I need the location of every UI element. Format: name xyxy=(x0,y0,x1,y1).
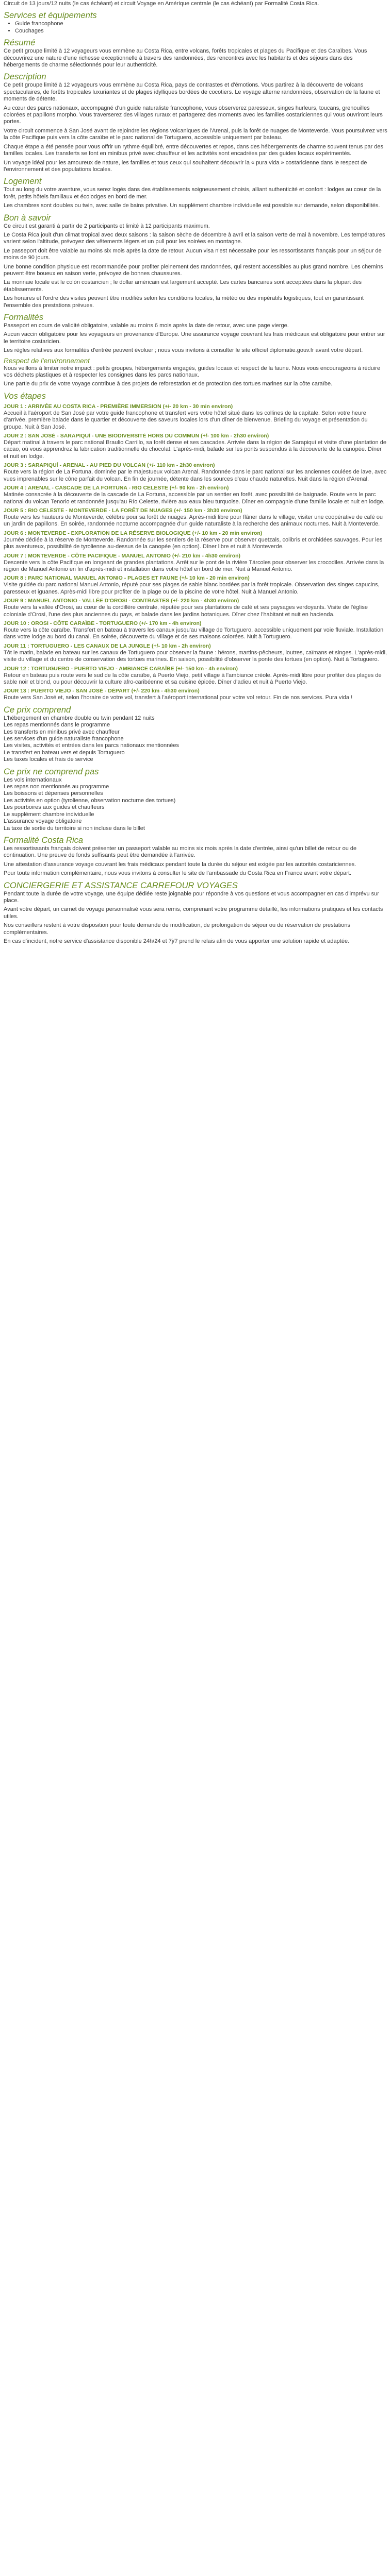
resume-text: Ce petit groupe limité à 12 voyageurs vous emmène au Costa Rica, entre volcans, forêts tropicales et plages du Pacifique et des Caraïbes. Vous découvrirez une nature d'une richesse exceptionnelle à travers des randonnées, des rencontres avec les habitants et des séjours dans des hébergements de charme sélectionnés pour leur authenticité. xyxy=(4,48,367,69)
prix-comprend-item: Les services d'un guide naturaliste francophone xyxy=(4,736,124,742)
description-paragraph: Votre circuit commence à San José avant de rejoindre les régions volcaniques de l'Arenal, puis la forêt de nuages de Monteverde. Vous poursuivrez vers la côte Pacifique puis vers la côte caraïbe et le parc national de Tortuguero, accessible uniquement par bateau. xyxy=(4,127,387,141)
day-text: Accueil à l'aéroport de San José par votre guide francophone et transfert vers votre hôtel situé dans les collines de la capitale. Selon votre heure d'arrivée, première balade dans le quartier et découverte des saveurs locales lors d'un dîner de bienvenue. Briefing du voyage et présentation du groupe. Nuit à San José. xyxy=(4,410,368,430)
description-paragraph: Au cœur des parcs nationaux, accompagné d'un guide naturaliste francophone, vous observerez paresseux, singes hurleurs, toucans, grenouilles colorées et papillons morpho. Vous traverserez des villages ruraux et partagerez des moments avec les familles costariciennes qui vous ouvriront leurs portes. xyxy=(4,105,383,125)
prix-comprend-item: Les visites, activités et entrées dans les parcs nationaux mentionnées xyxy=(4,742,179,749)
logement-paragraph: Tout au long du votre aventure, vous serez logés dans des établissements soigneusement choisis, alliant authenticité et confort : lodges au cœur de la forêt, petits hôtels familiaux et écolodges en bord de mer. xyxy=(4,187,381,200)
services-item: • Couchages xyxy=(15,28,387,35)
day-text: Descente vers la côte Pacifique en longeant de grandes plantations. Arrêt sur le pont de la rivière Tárcoles pour observer les crocodiles. Arrivée dans la région de Manuel Antonio en fin d'après-midi et installation dans votre hôtel en bord de mer. Nuit à Manuel Antonio. xyxy=(4,559,384,572)
respect-paragraph: Nous veillons à limiter notre impact : petits groupes, hébergements engagés, guides locaux et respect de la faune. Nous vous encourageons à réduire vos déchets plastiques et à respecter les consignes dans les parcs nationaux. xyxy=(4,365,381,379)
formalites-costa-paragraph: Les ressortissants français doivent présenter un passeport valable au moins six mois après la date d'entrée, ainsi qu'un billet de retour ou de continuation. Une preuve de fonds suffisants peut être demandée à l'arrivée. xyxy=(4,845,357,859)
prix-comprend-item: Les taxes locales et frais de service xyxy=(4,756,93,763)
vos-etapes-title: Vos étapes xyxy=(4,391,46,401)
day-title: JOUR 8 : PARC NATIONAL MANUEL ANTONIO - PLAGES ET FAUNE (+/- 10 km - 20 min environ) xyxy=(4,575,250,582)
bon-savoir-paragraph: Les horaires et l'ordre des visites peuvent être modifiés selon les conditions locales, la météo ou des impératifs logistiques, tout en garantissant l'ensemble des prestations prévues. xyxy=(4,295,364,309)
itinerary-day xyxy=(4,643,387,664)
prix-ne-comprend-item: La taxe de sortie du territoire si non incluse dans le billet xyxy=(4,825,145,832)
formalites-costa-paragraph: Une attestation d'assurance voyage couvrant les frais médicaux pendant toute la durée du séjour est exigée par les autorités costariciennes. xyxy=(4,861,356,868)
formalites-title: Formalités xyxy=(4,313,44,322)
day-title: JOUR 7 : MONTEVERDE - CÔTE PACIFIQUE - MANUEL ANTONIO (+/- 210 km - 4h30 environ) xyxy=(4,552,241,559)
day-title: JOUR 4 : ARENAL - CASCADE DE LA FORTUNA - RIO CELESTE (+/- 90 km - 2h environ) xyxy=(4,485,229,492)
itinerary-day xyxy=(4,485,387,505)
logement-paragraph: Les chambres sont doubles ou twin, avec salle de bains privative. Un supplément chambre individuelle est possible sur demande, selon disponibilités. xyxy=(4,202,380,209)
itinerary-day xyxy=(4,507,387,528)
prix-ne-comprend-item: L'assurance voyage obligatoire xyxy=(4,818,82,825)
prix-ne-comprend-title: Ce prix ne comprend pas xyxy=(4,767,99,776)
respect-paragraph: Une partie du prix de votre voyage contribue à des projets de reforestation et de protection des tortues marines sur la côte caraïbe. xyxy=(4,381,333,387)
day-text: Visite guidée du parc national Manuel Antonio, réputé pour ses plages de sable blanc bordées par la forêt tropicale. Observation des singes capucins, paresseux et iguanes. Après-midi libre pour profiter de la plage ou de la piscine de votre hôtel. Nuit à Manuel Antonio. xyxy=(4,582,380,595)
day-title: JOUR 12 : TORTUGUERO - PUERTO VIEJO - AMBIANCE CARAÏBE (+/- 150 km - 4h environ) xyxy=(4,665,238,672)
itinerary-day xyxy=(4,553,387,573)
day-text: Matinée consacrée à la découverte de la cascade de La Fortuna, accessible par un sentier en forêt, avec possibilité de baignade. Route vers le parc national du volcan Tenorio et randonnée jusqu'au Río Celeste, rivière aux eaux bleu turquoise. Dîner en compagnie d'une famille locale et nuit en lodge. xyxy=(4,492,385,505)
day-title: JOUR 9 : MANUEL ANTONIO - VALLÉE D'OROSI - CONTRASTES (+/- 220 km - 4h30 environ) xyxy=(4,598,239,604)
day-text: Route vers San José et, selon l'horaire de votre vol, transfert à l'aéroport international pour votre vol retour. Fin de nos services. Pura vida ! xyxy=(4,694,353,701)
conciergerie-paragraph: En cas d'incident, notre service d'assistance disponible 24h/24 et 7j/7 prend le relais afin de vous apporter une solution rapide et adaptée. xyxy=(4,938,350,944)
day-title: JOUR 13 : PUERTO VIEJO - SAN JOSÉ - DÉPART (+/- 220 km - 4h30 environ) xyxy=(4,688,200,694)
itinerary-day xyxy=(4,530,387,551)
intro-text: Circuit de 13 jours/12 nuits (le cas échéant) et circuit Voyage en Amérique centrale (le cas échéant) par Formalité Costa Rica. xyxy=(4,1,319,7)
itinerary-day xyxy=(4,598,387,618)
prix-comprend-list xyxy=(4,715,387,764)
itinerary-day xyxy=(4,575,387,596)
itinerary-day xyxy=(4,666,387,686)
itinerary-day xyxy=(4,403,387,431)
description-paragraph: Ce petit groupe limité à 12 voyageurs vous emmène au Costa Rica, pays de contrastes et d'émotions. Vous partirez à la découverte de volcans spectaculaires, de forêts tropicales luxuriantes et de plages idylliques bordées de cocotiers. Le voyage alterne randonnées, observation de la faune et moments de détente. xyxy=(4,82,380,103)
formalites-paragraph: Les règles relatives aux formalités d'entrée peuvent évoluer ; nous vous invitons à consulter le site officiel diplomatie.gouv.fr avant votre départ. xyxy=(4,347,363,354)
formalites-paragraph: Aucun vaccin obligatoire pour les voyageurs en provenance d'Europe. Une assurance voyage couvrant les frais médicaux est obligatoire pour entrer sur le territoire costaricien. xyxy=(4,331,385,345)
conciergerie-paragraph: Nos conseillers restent à votre disposition pour toute demande de modification, de prolongation de séjour ou de réservation de prestations complémentaires. xyxy=(4,922,351,936)
day-text: Départ matinal à travers le parc national Braulio Carrillo, sa forêt dense et ses cascades. Arrivée dans la région de Sarapiquí et visite d'une plantation de cacao, où vous apprendrez la fabrication traditionnelle du chocolat. L'après-midi, balade sur les ponts suspendus à la découverte de la canopée. Dîner et nuit en lodge. xyxy=(4,439,386,460)
bon-savoir-paragraph: Le Costa Rica jouit d'un climat tropical avec deux saisons : la saison sèche de décembre à avril et la saison verte de mai à novembre. Les températures varient selon l'altitude, prévoyez des vêtements légers et un pull pour les soirées en montagne. xyxy=(4,231,385,245)
day-text: Tôt le matin, balade en bateau sur les canaux de Tortuguero pour observer la faune : hérons, martins-pêcheurs, loutres, caïmans et singes. L'après-midi, visite du village et du centre de conservation des tortues marines. En saison, possibilité d'observer la ponte des tortues (en option). Nuit à Tortuguero. xyxy=(4,649,387,663)
services-list xyxy=(4,21,387,35)
bon-savoir-paragraph: Le passeport doit être valable au moins six mois après la date de retour. Aucun visa n'est nécessaire pour les ressortissants français pour un séjour de moins de 90 jours. xyxy=(4,247,382,261)
bon-savoir-paragraph: Une bonne condition physique est recommandée pour profiter pleinement des randonnées, qui restent accessibles au plus grand nombre. Les chemins peuvent être boueux en saison verte, prévoyez de bonnes chaussures. xyxy=(4,263,383,277)
services-item: • Guide francophone xyxy=(15,21,387,27)
prix-ne-comprend-item: Les pourboires aux guides et chauffeurs xyxy=(4,804,105,811)
description-paragraph: Chaque étape a été pensée pour vous offrir un rythme équilibré, entre découvertes et repos, dans des hébergements de charme souvent tenus par des familles locales. Les transferts se font en minibus privé avec chauffeur et les activités sont encadrées par des guides locaux expérimentés. xyxy=(4,143,384,157)
prix-comprend-title: Ce prix comprend xyxy=(4,705,71,715)
itinerary-day xyxy=(4,433,387,460)
respect-title: Respect de l'environnement xyxy=(4,357,90,365)
prix-ne-comprend-list xyxy=(4,777,387,832)
formalites-paragraph: Passeport en cours de validité obligatoire, valable au moins 6 mois après la date de retour, avec une page vierge. xyxy=(4,323,289,329)
services-title: Services et équipements xyxy=(4,11,97,21)
day-title: JOUR 3 : SARAPIQUÍ - ARENAL - AU PIED DU VOLCAN (+/- 110 km - 2h30 environ) xyxy=(4,462,215,469)
conciergerie-paragraph: Avant votre départ, un carnet de voyage personnalisé vous sera remis, comprenant votre programme détaillé, les informations pratiques et les contacts utiles. xyxy=(4,906,383,920)
description-paragraph: Un voyage idéal pour les amoureux de nature, les familles et tous ceux qui souhaitent découvrir la « pura vida » costaricienne dans le respect de l'environnement et des populations locales. xyxy=(4,159,367,173)
itinerary-day xyxy=(4,688,387,701)
day-text: Journée dédiée à la réserve de Monteverde. Randonnée sur les sentiers de la réserve pour observer quetzals, colibris et orchidées sauvages. Pour les plus aventureux, possibilité de tyrolienne au-dessus de la canopée (en option). Dîner libre et nuit à Monteverde. xyxy=(4,536,383,550)
itinerary xyxy=(4,403,387,702)
bon-savoir-paragraph: La monnaie locale est le colón costaricien ; le dollar américain est largement accepté. Les cartes bancaires sont acceptées dans la plupart des établissements. xyxy=(4,279,362,293)
day-title: JOUR 1 : ARRIVÉE AU COSTA RICA - PREMIÈRE IMMERSION (+/- 20 km - 30 min environ) xyxy=(4,403,233,410)
day-text: Route vers les hauteurs de Monteverde, célèbre pour sa forêt de nuages. Après-midi libre pour flâner dans le village, visiter une coopérative de café ou un jardin de papillons. En soirée, randonnée nocturne accompagnée d'un guide naturaliste à la recherche des animaux nocturnes. Nuit à Monteverde. xyxy=(4,514,383,528)
day-title: JOUR 6 : MONTEVERDE - EXPLORATION DE LA RÉSERVE BIOLOGIQUE (+/- 10 km - 20 min environ) xyxy=(4,530,263,536)
itinerary-day xyxy=(4,620,387,641)
day-title: JOUR 5 : RIO CELESTE - MONTEVERDE - LA FORÊT DE NUAGES (+/- 150 km - 3h30 environ) xyxy=(4,507,242,514)
resume-title: Résumé xyxy=(4,38,36,48)
prix-ne-comprend-item: Les vols internationaux xyxy=(4,776,62,783)
day-text: Route vers la côte caraïbe. Transfert en bateau à travers les canaux jusqu'au village de Tortuguero, accessible uniquement par voie fluviale. Installation dans votre lodge au bord du canal. En soirée, découverte du village et de ses maisons colorées. Nuit à Tortuguero. xyxy=(4,626,384,640)
conciergerie-paragraph: Pendant toute la durée de votre voyage, une équipe dédiée reste joignable pour répondre à vos questions et vous accompagner en cas d'imprévu sur place. xyxy=(4,890,379,904)
itinerary-day xyxy=(4,462,387,483)
day-title: JOUR 10 : OROSI - CÔTE CARAÏBE - TORTUGUERO (+/- 170 km - 4h environ) xyxy=(4,620,202,626)
prix-comprend-item: Les transferts en minibus privé avec chauffeur xyxy=(4,728,120,735)
prix-comprend-item: Les repas mentionnés dans le programme xyxy=(4,722,110,728)
bon-savoir-paragraph: Ce circuit est garanti à partir de 2 participants et limité à 12 participants maximum. xyxy=(4,223,210,229)
day-text: Route vers la région de La Fortuna, dominée par le majestueux volcan Arenal. Randonnée dans le parc national sur les anciennes coulées de lave, avec vues imprenables sur le cône parfait du volcan. En fin de journée, détente dans les sources d'eau chaude naturelles. Nuit dans la région d'Arenal. xyxy=(4,469,387,482)
description-title: Description xyxy=(4,72,46,82)
logement-title: Logement xyxy=(4,177,42,187)
day-text: Route vers la vallée d'Orosi, au cœur de la cordillère centrale, réputée pour ses plantations de café et ses paysages verdoyants. Visite de l'église coloniale d'Orosi, l'une des plus anciennes du pays, et balade dans les jardins botaniques. Dîner chez l'habitant et nuit en hacienda. xyxy=(4,604,368,618)
formalites-costa-paragraph: Pour toute information complémentaire, nous vous invitons à consulter le site de l'ambassade du Costa Rica en France avant votre départ. xyxy=(4,870,352,877)
day-text: Retour en bateau puis route vers le sud de la côte caraïbe, à Puerto Viejo, petit village à l'ambiance créole. Après-midi libre pour profiter des plages de sable noir et blond, ou pour découvrir la culture afro-caribéenne et sa cuisine épicée. Dîner d'adieu et nuit à Puerto Viejo. xyxy=(4,672,382,685)
prix-ne-comprend-item: Les repas non mentionnés au programme xyxy=(4,784,109,790)
conciergerie-title: CONCIERGERIE ET ASSISTANCE CARREFOUR VOYAGES xyxy=(4,880,238,890)
day-title: JOUR 11 : TORTUGUERO - LES CANAUX DE LA JUNGLE (+/- 10 km - 2h environ) xyxy=(4,642,211,649)
prix-comprend-item: L'hébergement en chambre double ou twin pendant 12 nuits xyxy=(4,715,155,721)
prix-ne-comprend-item: Le supplément chambre individuelle xyxy=(4,811,94,818)
formalites-costa-title: Formalité Costa Rica xyxy=(4,835,84,845)
day-title: JOUR 2 : SAN JOSÉ - SARAPIQUÍ - UNE BIODIVERSITÉ HORS DU COMMUN (+/- 100 km - 2h30 environ) xyxy=(4,433,269,439)
prix-comprend-item: Le transfert en bateau vers et depuis Tortuguero xyxy=(4,749,125,756)
trip-page xyxy=(0,0,391,951)
prix-ne-comprend-item: Les boissons et dépenses personnelles xyxy=(4,790,103,797)
bon-savoir-title: Bon à savoir xyxy=(4,213,51,223)
prix-ne-comprend-item: Les activités en option (tyrolienne, observation nocturne des tortues) xyxy=(4,797,176,804)
